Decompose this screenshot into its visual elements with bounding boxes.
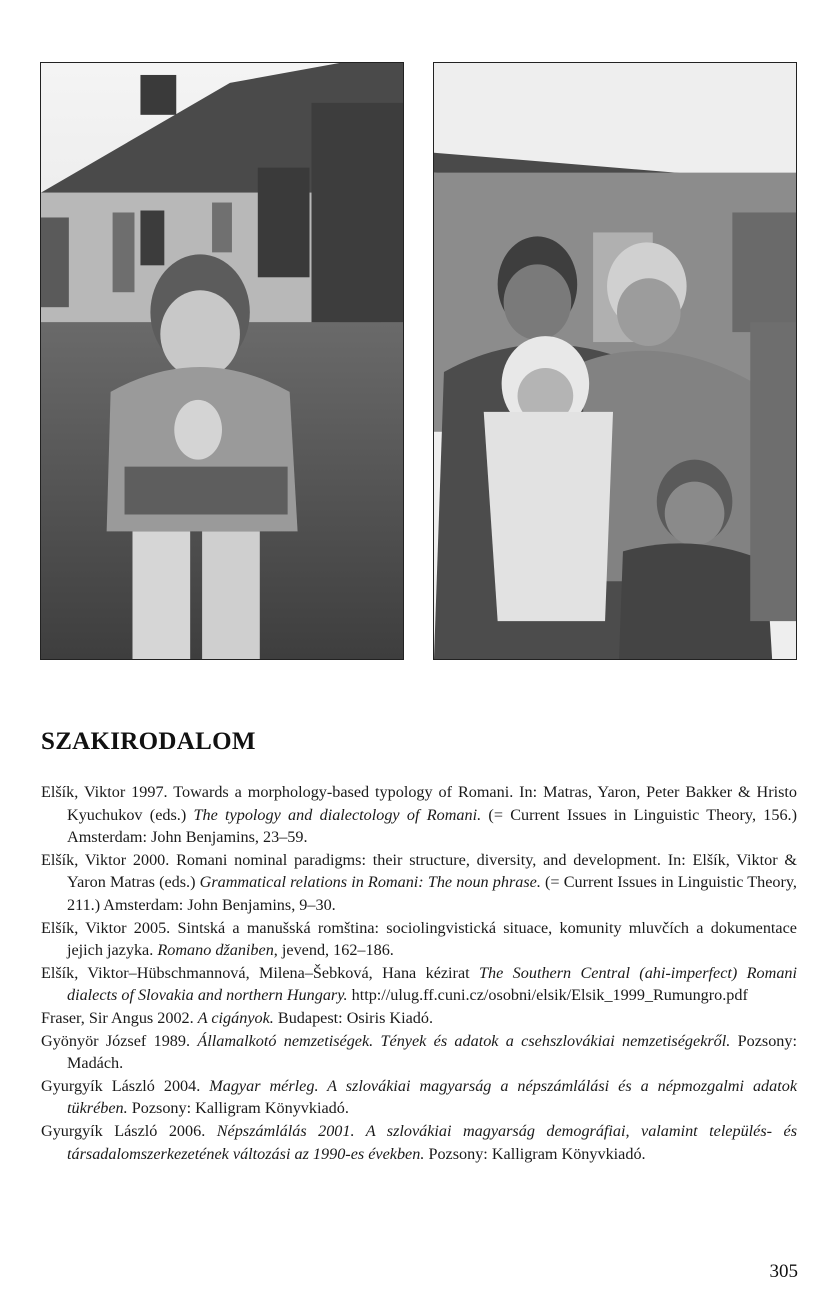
reference-item	[41, 917, 797, 962]
reference-item	[41, 962, 797, 1007]
reference-item	[41, 1030, 797, 1075]
reference-item	[41, 1007, 797, 1030]
reference-text: Pozsony: Madách.	[67, 1031, 797, 1073]
photo-family-image	[434, 63, 796, 659]
reference-item	[41, 781, 797, 849]
reference-author: Gyurgyík László 2006.	[41, 1121, 206, 1140]
reference-list	[41, 781, 797, 1165]
reference-author: Elšík, Viktor–Hübschmannová, Milena–Šebková, Hana kézirat	[41, 963, 470, 982]
reference-text: , jevend, 162–186.	[273, 941, 394, 960]
reference-text: Romani nominal paradigms: their structure, diversity, and development. In: Elšík, Viktor & Yaron Matras (eds.)	[67, 850, 797, 892]
reference-title: A cigányok.	[197, 1008, 274, 1027]
reference-text: (= Current Issues in Linguistic Theory, 156.) Amsterdam: John Benjamins, 23–59.	[67, 805, 797, 847]
reference-title: The Southern Central (ahi-imperfect) Romani dialects of Slovakia and northern Hungary.	[67, 963, 798, 1005]
reference-text: Sintská a manušská romština: sociolingvistická situace, komunity mluvčích a dokumentace jejich jazyka.	[67, 918, 797, 960]
reference-title: Államalkotó nemzetiségek. Tények és adatok a csehszlovákiai nemzetiségekről.	[197, 1031, 731, 1050]
reference-author: Elšík, Viktor 2000.	[41, 850, 170, 869]
reference-item	[41, 849, 797, 917]
reference-text	[200, 1077, 209, 1095]
reference-author: Fraser, Sir Angus 2002.	[41, 1008, 194, 1027]
photo-child-in-front-of-house	[40, 62, 404, 660]
reference-text	[205, 1122, 216, 1140]
reference-title: Népszámlálás 2001. A szlovákiai magyarság demográfiai, valamint település- és társadalomszerkezetének változási az 1990-es években.	[67, 1121, 798, 1163]
reference-title: Grammatical relations in Romani: The noun phrase.	[199, 873, 541, 892]
page-number: 305	[769, 1261, 798, 1282]
photo-family-group	[433, 62, 797, 660]
reference-text: Budapest: Osiris Kiadó.	[273, 1008, 434, 1027]
photo-child-image	[41, 63, 403, 659]
reference-text: (= Current Issues in Linguistic Theory, 211.) Amsterdam: John Benjamins, 9–30.	[67, 873, 797, 914]
reference-author: Gyönyör József 1989.	[41, 1031, 191, 1050]
reference-item	[41, 1075, 797, 1120]
reference-text: Pozsony: Kalligram Könyvkiadó.	[424, 1144, 646, 1163]
reference-title: The typology and dialectology of Romani.	[193, 805, 482, 824]
reference-item	[41, 1120, 797, 1165]
reference-title: Romano džaniben	[157, 941, 274, 960]
reference-title: Magyar mérleg. A szlovákiai magyarság a népszámlálási és a népmozgalmi adatok tükrében.	[67, 1076, 798, 1118]
reference-text	[470, 964, 479, 982]
reference-author: Elšík, Viktor 1997.	[41, 783, 168, 801]
reference-text: Pozsony: Kalligram Könyvkiadó.	[127, 1099, 349, 1118]
reference-text: http://ulug.ff.cuni.cz/osobni/elsik/Elsik_1999_Rumungro.pdf	[347, 986, 748, 1005]
section-heading: SZAKIRODALOM	[41, 728, 256, 755]
reference-text: Towards a morphology-based typology of Romani. In: Matras, Yaron, Peter Bakker & Hristo Kyuchukov (eds.)	[67, 783, 798, 824]
reference-author: Elšík, Viktor 2005.	[41, 918, 171, 937]
reference-author: Gyurgyík László 2004.	[41, 1076, 201, 1095]
